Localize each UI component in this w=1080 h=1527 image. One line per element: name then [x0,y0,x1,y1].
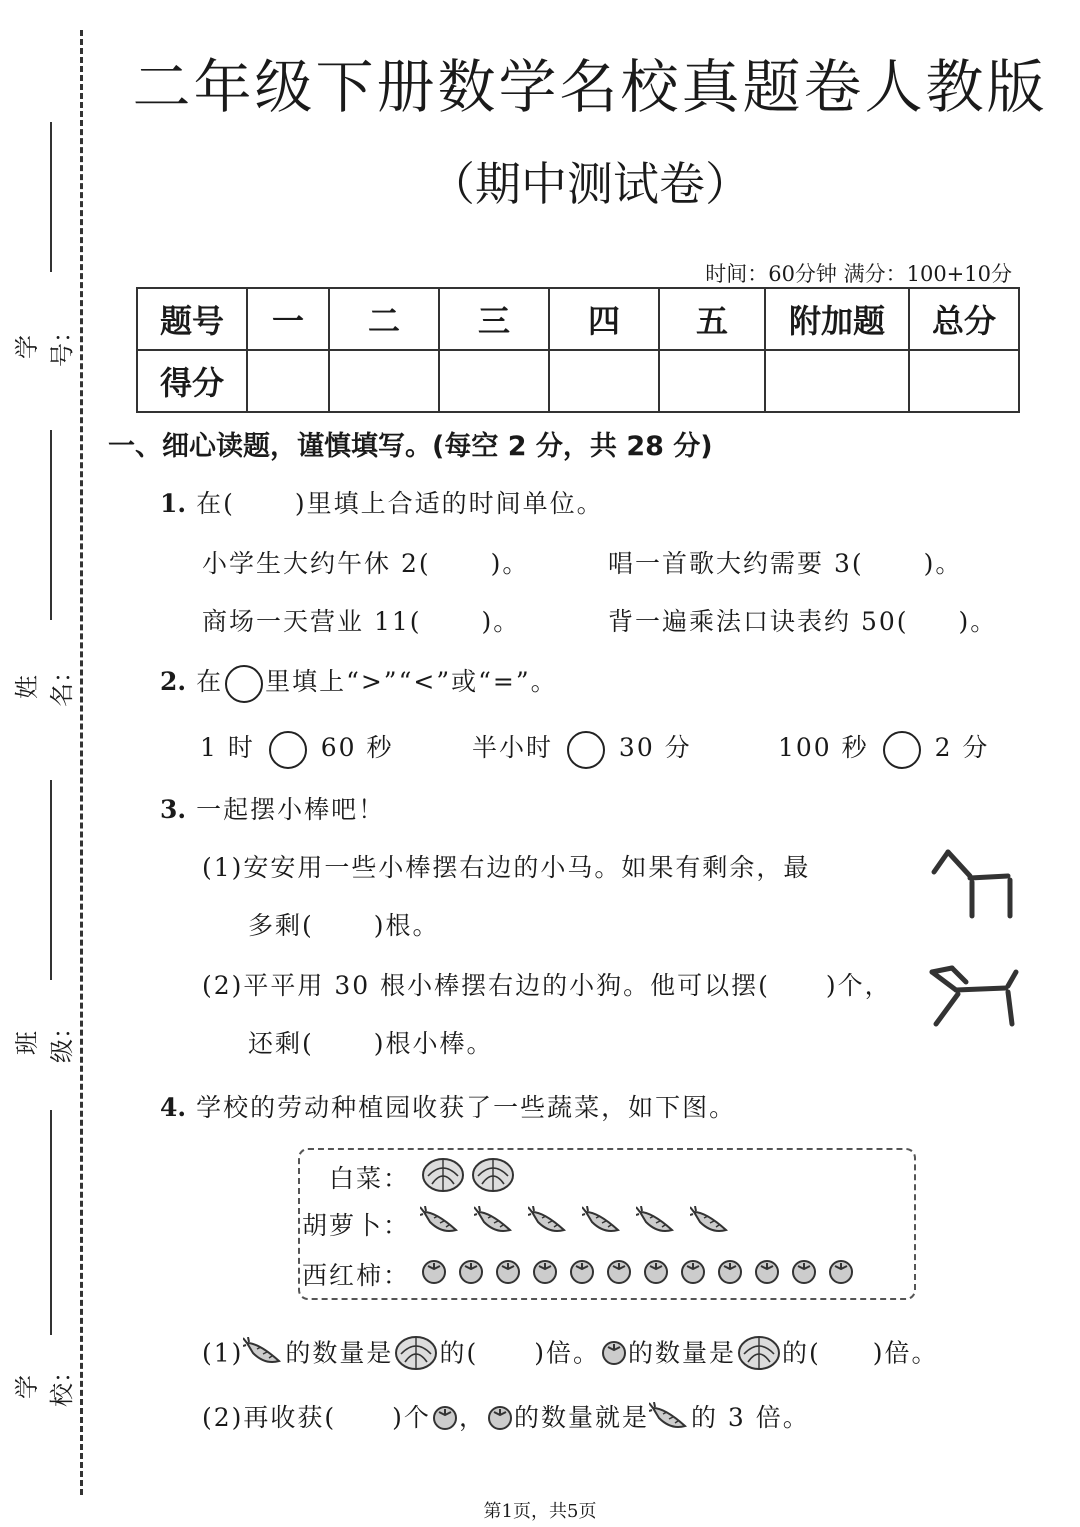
score-row-label: 得分 [137,350,247,412]
score-header-cell: 题号 [137,288,247,350]
item-text: 小学生大约午休 2( [202,549,431,578]
score-input-cell[interactable] [549,350,659,412]
carrot-icon [582,1206,624,1242]
score-table-header-row [137,288,1019,350]
item-text: (2)再收获( [202,1403,337,1432]
carrot-icon [528,1206,570,1242]
question-4-prompt [160,1088,736,1124]
question-2-item [472,728,692,769]
score-input-cell[interactable] [329,350,439,412]
item-text: 2 分 [934,733,990,762]
item-text: 的数量是 [627,1338,736,1368]
item-text: 唱一首歌大约需要 3( [608,549,864,578]
item-text: )根。 [373,911,440,940]
carrot-icon [690,1206,732,1242]
cabbage-icon [393,1332,439,1378]
tomato-icon [486,1403,514,1437]
item-text: 的( [439,1338,479,1368]
score-input-cell[interactable] [765,350,909,412]
item-text: 30 分 [618,733,692,762]
score-header-cell: 二 [329,288,439,350]
school-line [50,1110,52,1335]
name-line [50,430,52,620]
item-text: )。 [958,607,998,636]
page-title: 二年级下册数学名校真题卷人教版 [132,53,1048,121]
question-number: 2. [160,667,187,696]
item-text: )根小棒。 [373,1029,494,1058]
carrot-icon [649,1402,691,1438]
stick-dog-icon [926,964,1022,1030]
question-3-1b [248,906,440,942]
score-input-cell[interactable] [909,350,1019,412]
question-2-item [778,728,989,769]
prompt-text: 在( [196,489,235,518]
item-text: )个， [825,971,892,1000]
item-text: 的数量就是 [513,1403,649,1432]
vegetable-label: 胡萝卜： [301,1211,410,1240]
carrot-icon [474,1206,516,1242]
item-text: 多剩( [248,911,314,940]
score-header-cell: 四 [549,288,659,350]
score-table [136,287,1020,413]
item-text: )。 [481,607,521,636]
question-2-prompt [160,662,558,703]
score-input-cell[interactable] [439,350,549,412]
tomato-icon [457,1257,485,1291]
item-text: )倍。 [872,1338,939,1368]
question-3-2 [202,966,892,1002]
score-input-cell[interactable] [247,350,329,412]
tomato-icon [642,1257,670,1291]
vegetable-row-cabbage [300,1154,520,1200]
question-3-2b [248,1024,494,1060]
question-4-1 [202,1332,939,1378]
item-text: )个 [392,1403,431,1432]
cabbage-icon [470,1154,516,1200]
vegetable-label: 西红柿： [301,1261,410,1290]
tomato-icon [605,1257,633,1291]
cabbage-icon [420,1154,466,1200]
carrot-icon [636,1206,678,1242]
question-3-prompt [160,790,385,826]
exam-meta: 时间：60分钟 满分：100+10分 [705,262,1012,286]
item-text: (2)平平用 30 根小棒摆右边的小狗。他可以摆( [202,971,770,1000]
score-header-cell: 三 [439,288,549,350]
item-text: 还剩( [248,1029,314,1058]
question-1d [608,602,997,638]
section-1-title: 一、细心读题，谨慎填写。(每空 2 分，共 28 分) [108,431,713,462]
carrot-icon [243,1337,285,1373]
compare-circle-input[interactable] [567,731,605,769]
question-1b [608,544,962,580]
carrot-icon [420,1206,462,1242]
tomato-icon [600,1338,628,1372]
item-text: 的( [781,1338,821,1368]
tomato-icon [716,1257,744,1291]
question-4-2 [202,1398,810,1438]
vegetable-label: 白菜： [328,1164,410,1193]
score-input-cell[interactable] [659,350,765,412]
page-footer: 第1页，共5页 [483,1501,597,1522]
page-subtitle: （期中测试卷） [429,157,751,211]
vegetable-icons [420,1161,520,1190]
item-text: 的数量是 [285,1338,394,1368]
score-header-cell: 总分 [909,288,1019,350]
item-text: 1 时 [200,733,255,762]
tomato-icon [790,1257,818,1291]
question-1-prompt [160,484,604,520]
cabbage-icon [736,1332,782,1378]
question-2-item [200,728,394,769]
student-no-line [50,122,52,272]
tomato-icon [531,1257,559,1291]
item-text: 100 秒 [778,733,869,762]
circle-icon [225,665,263,703]
item-text: 60 秒 [320,733,394,762]
question-number: 3. [160,795,187,824]
vegetable-pictograph [298,1148,916,1300]
prompt-text: 一起摆小棒吧！ [196,795,386,824]
compare-circle-input[interactable] [883,731,921,769]
score-header-cell: 一 [247,288,329,350]
school-label: 学校： [13,1359,76,1407]
vegetable-icons [420,1258,864,1287]
name-label: 姓名： [13,659,76,707]
item-text: )。 [923,549,963,578]
prompt-text: 里填上“>”“<”或“=”。 [265,667,558,696]
item-text: 商场一天营业 11( [202,607,422,636]
vegetable-row-tomato [300,1256,864,1292]
tomato-icon [827,1257,855,1291]
question-number: 1. [160,489,187,518]
score-header-cell: 五 [659,288,765,350]
tomato-icon [679,1257,707,1291]
question-number: 4. [160,1093,187,1122]
class-label: 班级： [13,1015,76,1063]
item-text: ， [458,1403,486,1432]
item-text: 半小时 [472,733,554,762]
question-1a [202,544,529,580]
item-text: )。 [490,549,530,578]
question-3-1: (1)安安用一些小棒摆右边的小马。如果有剩余，最 [202,853,811,882]
tomato-icon [568,1257,596,1291]
question-1c [202,602,520,638]
item-text: 的 3 倍。 [690,1403,810,1432]
prompt-text: 学校的劳动种植园收获了一些蔬菜，如下图。 [196,1093,737,1122]
score-header-cell: 附加题 [765,288,909,350]
tomato-icon [420,1257,448,1291]
binding-dashed-line [80,30,83,1495]
student-no-label: 学号： [13,319,76,367]
tomato-icon [431,1403,459,1437]
tomato-icon [494,1257,522,1291]
prompt-text: )里填上合适的时间单位。 [294,489,604,518]
item-text: (1) [202,1338,244,1368]
vegetable-icons [420,1208,744,1237]
vegetable-row-carrot [300,1206,744,1242]
tomato-icon [753,1257,781,1291]
class-line [50,780,52,980]
item-text: 背一遍乘法口诀表约 50( [608,607,909,636]
item-text: )倍。 [534,1338,600,1368]
compare-circle-input[interactable] [269,731,307,769]
stick-horse-icon [930,846,1020,922]
prompt-text: 在 [196,667,224,696]
score-table-score-row [137,350,1019,412]
